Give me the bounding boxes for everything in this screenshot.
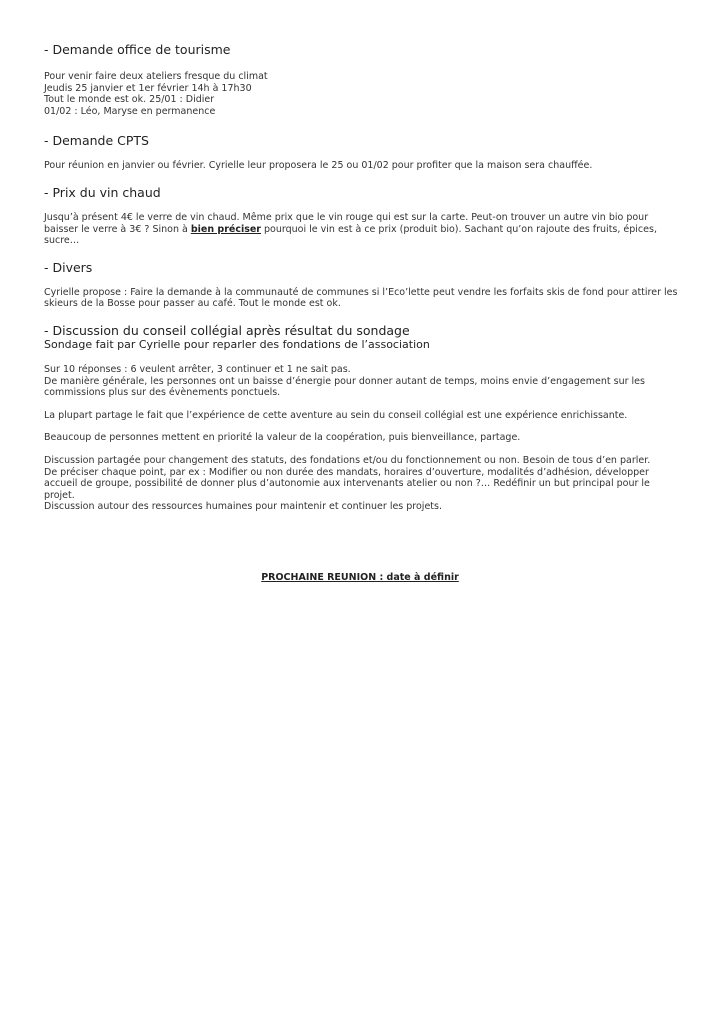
section-heading-cpts: - Demande CPTS [44,133,149,149]
paragraph: De préciser chaque point, par ex : Modifier ou non durée des mandats, horaires d’ouverture, modalités d’adhésion, développer accueil de groupe, possibilité de donner plus d’autonomie aux intervenants atelier ou non ?… Redéfinir un but principal pour le projet. [44,466,650,501]
section-subheading: Sondage fait par Cyrielle pour reparler des fondations de l’association [44,337,430,351]
paragraph-text: pourquoi le vin est à ce prix (produit bio). Sachant qu’on rajoute des fruits, épices, sucre… [44,223,657,247]
text-line: 01/02 : Léo, Maryse en permanence [44,105,216,117]
section-heading-divers: - Divers [44,259,93,275]
section-heading-discussion: - Discussion du conseil collégial après résultat du sondage [44,322,410,338]
text-line: Pour venir faire deux ateliers fresque du climat [44,71,268,82]
paragraph: Pour réunion en janvier ou février. Cyrielle leur proposera le 25 ou 01/02 pour profiter que la maison sera chauffée. [44,160,593,172]
paragraph: Discussion autour des ressources humaines pour maintenir et continuer les projets. [44,501,442,513]
next-meeting-note: PROCHAINE REUNION : date à définir [261,572,459,583]
paragraph: De manière générale, les personnes ont un baisse d’énergie pour donner autant de temps, moins envie d’engagement sur les commissions plus sur des évènements ponctuels. [44,375,645,399]
paragraph: Sur 10 réponses : 6 veulent arrêter, 3 continuer et 1 ne sait pas. [44,363,351,375]
text-line: Jeudis 25 janvier et 1er février 14h à 17h30 [44,82,252,94]
paragraph: Beaucoup de personnes mettent en priorité la valeur de la coopération, puis bienveillance, partage. [44,432,521,444]
document-body [44,42,680,513]
emphasis-text: bien préciser [190,223,261,235]
paragraph: Discussion partagée pour changement des statuts, des fondations et/ou du fonctionnement ou non. Besoin de tous d’en parler. [44,454,651,466]
paragraph: La plupart partage le fait que l’expérience de cette aventure au sein du conseil collégial est une expérience enrichissante. [44,409,628,421]
paragraph-vin-chaud [44,212,680,247]
paragraph-text: Jusqu’à présent 4€ le verre de vin chaud. Même prix que le vin rouge qui est sur la carte. Peut-on trouver un autre vin bio pour baisser le verre à 3€ ? Sinon à [44,211,649,235]
paragraph: Cyrielle propose : Faire la demande à la communauté de communes si l’Eco’lette peut vendre les forfaits skis de fond pour attirer les skieurs de la Bosse pour passer au café. Tout le monde est ok. [44,286,678,310]
section-heading-office-tourisme: - Demande office de tourisme [44,42,231,57]
section-heading-vin-chaud: - Prix du vin chaud [44,184,161,200]
text-line: Tout le monde est ok. 25/01 : Didier [44,94,215,106]
